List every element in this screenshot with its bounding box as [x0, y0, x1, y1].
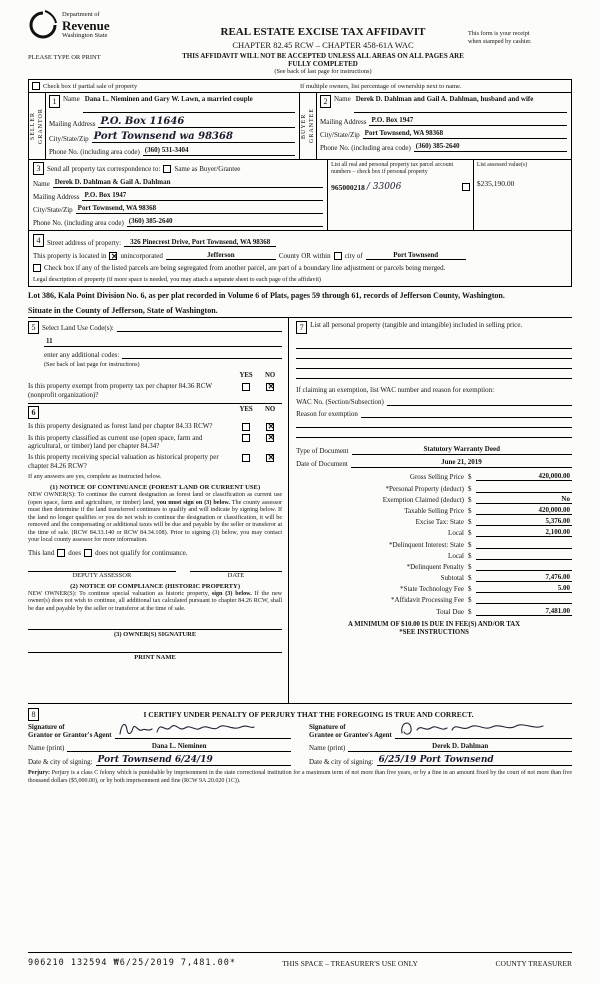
buyer-section — [300, 93, 571, 159]
minimum-due-note: A MINIMUM OF $10.00 IS DUE IN FEE(S) AND/OR TAX — [348, 620, 521, 628]
treasurer-validation-stamp: 906210 132594 ₩6/25/2019 7,481.00* — [28, 958, 236, 968]
left-column — [28, 318, 289, 703]
multiple-owners-note: If multiple owners, list percentage of ownership next to name. — [300, 82, 462, 90]
legal-description-value: Lot 386, Kala Point Division No. 6, as per plat recorded in Volume 6 of Plats, pages 59 through 61, records of Jefferson County, Washington. — [28, 291, 505, 300]
notice1-body: NEW OWNER(S): To continue the current designation as forest land or classification as current use (open space, farm and agriculture, or timber) land, you must sign on (3) below. The county assessor must then determine if the land transferred continues to qualify and will indicate by signing below. If the land no longer qualifies or you do not wish to continue the designation or classification, it will be removed and the compensating or additional taxes will be due and payable by the seller or transferor at the time of sale. (RCW 84.33.140 or RCW 84.34.108). Prior to signing (3) below, you may contact your local county assessor for more information. — [28, 492, 283, 544]
fee-row-personal-property: *Personal Property (deduct) $ — [296, 484, 572, 493]
grantor-date-city-label: Date & city of signing: — [28, 758, 93, 767]
notice2-title: (2) NOTICE OF COMPLIANCE (HISTORIC PROPERTY) — [70, 582, 241, 590]
land-use-code-field[interactable]: 11 — [44, 337, 282, 347]
assessed-values-cell — [474, 160, 571, 230]
buyer-csz-label: City/State/Zip — [320, 131, 360, 139]
grantor-signature-ink — [117, 718, 257, 740]
buyer-mailing-label: Mailing Address — [320, 118, 367, 126]
print-name-block — [28, 652, 282, 661]
grantee-date-city-label: Date & city of signing: — [309, 758, 374, 767]
same-as-buyer-label: Same as Buyer/Grantee — [174, 164, 241, 173]
street-address-field[interactable]: 326 Pinecrest Drive, Port Townsend, WA 98368 — [124, 238, 276, 247]
historic-no-checkbox[interactable] — [266, 454, 274, 462]
seller-mailing-field[interactable]: P.O. Box 11646 — [98, 116, 295, 128]
corr-csz-field[interactable]: Port Townsend, WA 98368 — [76, 204, 323, 214]
land-does-not-checkbox[interactable] — [84, 549, 92, 557]
city-of-label: city of — [344, 252, 363, 260]
state-technology-fee-field[interactable]: 5.00 — [476, 584, 572, 593]
print-name-line[interactable] — [28, 652, 282, 653]
section3 — [29, 159, 571, 230]
fee-row-processing-fee: *Affidavit Processing Fee $ — [296, 595, 572, 604]
buyer-side-label — [300, 93, 317, 159]
grantee-signature-field[interactable] — [395, 723, 572, 739]
exempt-yes-checkbox[interactable] — [242, 383, 250, 391]
form-header — [28, 10, 572, 75]
does-not-label: does not qualify for continuance. — [95, 548, 188, 557]
form-title: REAL ESTATE EXCISE TAX AFFIDAVIT — [220, 26, 426, 38]
certify-statement: I CERTIFY UNDER PENALTY OF PERJURY THAT THE FOREGOING IS TRUE AND CORRECT. — [143, 710, 474, 720]
forest-land-yes-checkbox[interactable] — [242, 423, 250, 431]
fee-row-exemption-claimed: Exemption Claimed (deduct) $ No — [382, 494, 570, 504]
fee-row-taxable: Taxable Selling Price $ 420,000.00 — [404, 505, 570, 515]
exemption-claimed-field[interactable]: No — [476, 495, 572, 504]
current-use-question: Is this property classified as current use (open space, farm and agricultural, or timber) land per chapter 84.34? — [28, 433, 203, 450]
grantee-signature-ink — [397, 718, 547, 740]
reason-extra-line[interactable] — [296, 428, 572, 438]
reason-label: Reason for exemption — [296, 410, 358, 419]
perjury-note — [28, 770, 572, 785]
partial-sale-row — [32, 82, 300, 90]
assessed-value: $235,190.00 — [476, 178, 515, 188]
buyer-phone-label: Phone No. (including area code) — [320, 144, 411, 152]
taxable-selling-price-field[interactable]: 420,000.00 — [476, 506, 572, 515]
section3-number: 3 — [33, 162, 44, 175]
wac-label: WAC No. (Section/Subsection) — [296, 398, 384, 407]
if-yes-note: If any answers are yes, complete as instructed below. — [28, 473, 162, 481]
land-does-checkbox[interactable] — [57, 549, 65, 557]
personal-property-line[interactable] — [296, 339, 572, 349]
personal-property-line[interactable] — [296, 369, 572, 379]
parcel-number-handwritten: / 33006 — [366, 181, 402, 192]
fee-row-excise-local: Local $ 2,100.00 — [448, 528, 570, 538]
fee-row-excise-state: Excise Tax: State $ 5,376.00 — [415, 517, 570, 527]
historic-question-row — [28, 453, 282, 470]
type-of-document-label: Type of Document — [296, 447, 349, 456]
section5-number: 5 — [28, 321, 39, 334]
header-left — [28, 10, 178, 61]
corr-csz-label: City/State/Zip — [33, 206, 73, 214]
delinquent-interest-state-field[interactable] — [476, 540, 572, 549]
section6-number: 6 — [28, 406, 39, 419]
receipt-note — [468, 30, 572, 46]
buyer-number: 2 — [320, 95, 331, 108]
fee-row-subtotal: Subtotal $ 7,476.00 — [440, 573, 570, 583]
perjury-text: Perjury is a class C felony which is punishable by imprisonment in the state correctional institution for a maximum term of not more than five years, or by a fine in an amount fixed by the court of not more than five thousand dollars ($5,000.00), or by both imprisonment and fine (RCW 9A.20.020 (1C)). — [28, 770, 573, 784]
same-as-buyer-checkbox[interactable] — [163, 165, 171, 173]
section6 — [28, 403, 282, 661]
grantor-name-print-field[interactable]: Dana L. Nieminen — [67, 742, 291, 752]
excise-local-field[interactable]: 2,100.00 — [476, 528, 572, 537]
section7 — [289, 318, 572, 703]
parcel-header: List all real and personal property tax parcel account numbers – check box if personal property — [331, 162, 454, 175]
current-use-no-checkbox[interactable] — [266, 434, 274, 442]
forest-land-question-row — [28, 422, 282, 430]
top-row — [29, 80, 571, 92]
personal-property-label: List all personal property (tangible and intangible) included in selling price. — [310, 321, 523, 330]
grantee-name-print-field[interactable]: Derek D. Dahlman — [348, 742, 572, 752]
fee-row-delinquent-interest-local: Local $ — [296, 551, 572, 560]
section7-number: 7 — [296, 321, 307, 334]
fee-table — [296, 472, 572, 615]
personal-property-line[interactable] — [296, 359, 572, 369]
county-or-label: County OR within — [278, 252, 331, 260]
forest-land-no-checkbox[interactable] — [266, 423, 274, 431]
section8-number: 8 — [28, 708, 39, 721]
send-correspondence-label: Send all property tax correspondence to: — [47, 164, 161, 173]
city-checkbox[interactable] — [334, 252, 342, 260]
gross-selling-price-field[interactable]: 420,000.00 — [476, 472, 572, 481]
section5-yes-header: YES — [239, 372, 253, 380]
seller-name-label: Name — [63, 95, 80, 103]
chapter-line: CHAPTER 82.45 RCW – CHAPTER 458-61A WAC — [232, 40, 414, 50]
warning-line: THIS AFFIDAVIT WILL NOT BE ACCEPTED UNLESS ALL AREAS ON ALL PAGES ARE FULLY COMPLETED — [182, 52, 464, 68]
fee-row-total-due: Total Due $ 7,481.00 — [436, 606, 570, 616]
land-use-label: Select Land Use Code(s): — [42, 323, 114, 332]
county-field[interactable]: Jefferson — [166, 251, 276, 260]
current-use-question-row — [28, 434, 282, 451]
situate-line: Situate in the County of Jefferson, State of Washington. — [28, 306, 572, 318]
historic-yes-checkbox[interactable] — [242, 454, 250, 462]
reason-field[interactable] — [361, 409, 572, 418]
corr-phone-field[interactable]: (360) 385-2640 — [127, 217, 323, 227]
segregated-checkbox[interactable] — [33, 264, 41, 272]
owners-signature-line[interactable] — [28, 629, 282, 630]
owners-signature-block — [28, 629, 282, 638]
receipt-note-line1: This form is your receipt — [468, 30, 530, 37]
parties-row — [29, 92, 571, 159]
seller-csz-field[interactable]: Port Townsend wa 98368 — [92, 131, 295, 143]
dept-line3: Washington State — [62, 31, 108, 39]
treasurer-footer — [28, 952, 572, 968]
delinquent-interest-local-field[interactable] — [476, 551, 572, 560]
deputy-date-cell — [190, 571, 282, 579]
section3-parcels — [327, 160, 571, 230]
notice2-body: NEW OWNER(S): To continue special valuation as historic property, sign (3) below. If the new owner(s) does not wish to continue, all additional tax calculated pursuant to chapter 84.26 RCW, shall be due and payable by the seller or transferor at the time of sale. — [28, 590, 283, 612]
grantee-date-city-field[interactable]: 6/25/19 Port Townsend — [377, 755, 572, 766]
grantor-name-print-label: Name (print) — [28, 744, 65, 753]
seller-mailing-label: Mailing Address — [49, 120, 96, 128]
seller-side-label — [29, 93, 46, 159]
exempt-question: Is this property exempt from property tax per chapter 84.36 RCW (nonprofit organization)? — [28, 382, 212, 399]
dept-line2: Revenue — [62, 18, 110, 34]
see-instructions-note: *SEE INSTRUCTIONS — [399, 628, 469, 636]
grantor-date-city-field[interactable]: Port Townsend 6/24/19 — [96, 755, 291, 766]
seller-csz-label: City/State/Zip — [49, 135, 89, 143]
date-of-document-label: Date of Document — [296, 460, 348, 469]
perjury-lead: Perjury: — [28, 770, 50, 777]
unincorporated-label: unincorporated — [120, 252, 163, 260]
buyer-name-label: Name — [334, 95, 351, 103]
type-of-document-field[interactable]: Statutory Warranty Deed — [352, 445, 572, 455]
owners-signature-label: (3) OWNER(S) SIGNATURE — [113, 631, 197, 639]
treasurer-space-label: THIS SPACE – TREASURER'S USE ONLY — [282, 958, 418, 968]
grantor-sig-label: Signature of Grantor or Grantor's Agent — [28, 723, 112, 740]
deputy-assessor-cell — [28, 571, 176, 579]
affidavit-processing-fee-field[interactable] — [476, 595, 572, 604]
grantor-signature-field[interactable] — [115, 723, 291, 739]
section6-yes-header: YES — [239, 406, 253, 414]
buyer-side-label-top: BUYER — [301, 113, 307, 139]
additional-codes-label: enter any additional codes: — [44, 351, 120, 360]
please-type-note: PLEASE TYPE OR PRINT — [28, 54, 101, 61]
buyer-csz-field[interactable]: Port Townsend, WA 98368 — [363, 129, 567, 139]
parcel-list-cell — [328, 160, 474, 230]
section4 — [29, 230, 571, 286]
dept-line1: Department of — [62, 11, 100, 19]
deputy-assessor-row — [28, 571, 282, 579]
exempt-question-row — [28, 382, 282, 399]
personal-property-line[interactable] — [296, 349, 572, 359]
seller-number: 1 — [49, 95, 60, 108]
parcel-number-typed[interactable]: 965000218 — [331, 182, 365, 192]
excise-state-field[interactable]: 5,376.00 — [476, 517, 572, 526]
corr-mailing-label: Mailing Address — [33, 193, 80, 201]
forest-land-question: Is this property designated as forest land per chapter 84.33 RCW? — [28, 422, 213, 431]
exemption-header: If claiming an exemption, list WAC number and reason for exemption: — [296, 386, 495, 395]
exempt-no-checkbox[interactable] — [266, 383, 274, 391]
middle-columns — [28, 318, 572, 704]
seller-side-label-bottom: GRANTOR — [38, 108, 44, 144]
dept-of-revenue-wordmark — [62, 12, 110, 39]
corr-mailing-field[interactable]: P.O. Box 1947 — [82, 191, 323, 201]
city-field[interactable]: Port Townsend — [366, 251, 466, 260]
section6-no-header: NO — [265, 406, 276, 414]
current-use-yes-checkbox[interactable] — [242, 434, 250, 442]
assessed-header: List assessed value(s) — [476, 162, 528, 168]
personal-property-deduct-field[interactable] — [476, 484, 572, 493]
header-center — [178, 10, 468, 75]
buyer-side-label-bottom: GRANTEE — [309, 108, 315, 144]
wac-field[interactable] — [387, 397, 572, 406]
deputy-date-label: DATE — [227, 571, 245, 579]
fee-row-technology-fee: *State Technology Fee $ 5.00 — [400, 584, 570, 594]
section5 — [28, 321, 282, 399]
does-label: does — [68, 548, 82, 557]
grantee-name-print-label: Name (print) — [309, 744, 346, 753]
subtotal-field[interactable]: 7,476.00 — [476, 573, 572, 582]
seller-side-label-top: SELLER — [30, 112, 36, 140]
street-address-label: Street address of property: — [47, 239, 122, 247]
print-name-label: PRINT NAME — [134, 654, 176, 662]
buyer-name-field[interactable]: Derek D. Dahlman and Gail A. Dahlman, husband and wife — [354, 95, 567, 113]
deputy-assessor-label: DEPUTY ASSESSOR — [72, 571, 132, 579]
dor-logo-icon — [28, 10, 58, 42]
see-back-note: (See back of last page for instructions) — [274, 68, 372, 75]
section3-correspondence — [29, 160, 327, 230]
land-use-blank[interactable] — [117, 323, 282, 332]
segregated-label: Check box if any of the listed parcels are being segregated from another parcel, are part of a boundary line adjustment or parcels being merged. — [44, 264, 446, 272]
partial-sale-label: Check box if partial sale of property — [43, 82, 138, 90]
this-land-label: This land — [28, 548, 55, 557]
grantee-signature-col — [309, 723, 572, 766]
county-treasurer-label: COUNTY TREASURER — [495, 958, 572, 968]
buyer-mailing-field[interactable]: P.O. Box 1947 — [369, 116, 567, 126]
unincorporated-checkbox[interactable] — [109, 252, 117, 260]
seller-name-field[interactable]: Dana L. Nieminen and Gary W. Lawn, a married couple — [83, 95, 295, 113]
receipt-note-line2: when stamped by cashier. — [468, 38, 532, 46]
reason-extra-line[interactable] — [296, 418, 572, 428]
seller-phone-field[interactable]: (360) 531-3404 — [143, 146, 295, 156]
fee-row-delinquent-interest-state: *Delinquent Interest: State $ — [296, 540, 572, 549]
fee-row-gross: Gross Selling Price $ 420,000.00 — [409, 472, 570, 482]
section5-no-header: NO — [265, 372, 276, 380]
corr-name-label: Name — [33, 180, 50, 188]
seller-phone-label: Phone No. (including area code) — [49, 148, 140, 156]
section4-number: 4 — [33, 234, 44, 247]
delinquent-penalty-field[interactable] — [476, 562, 572, 571]
partial-sale-checkbox[interactable] — [32, 82, 40, 90]
parcel-personal-checkbox[interactable] — [462, 183, 470, 191]
section5-see-back: (See back of last page for instructions) — [44, 361, 140, 369]
grantee-sig-label: Signature of Grantee or Grantee's Agent — [309, 723, 392, 740]
legal-description-note: Legal description of property (if more space is needed, you may attach a separate sheet to each page of the affidavit) — [33, 276, 321, 283]
section8 — [28, 708, 572, 766]
additional-codes-field[interactable] — [122, 350, 282, 359]
total-due-field[interactable]: 7,481.00 — [476, 607, 572, 616]
corr-name-field[interactable]: Derek D. Dahlman & Gail A. Dahlman — [53, 178, 323, 188]
buyer-phone-field[interactable]: (360) 385-2640 — [414, 142, 567, 152]
fee-row-delinquent-penalty: *Delinquent Penalty $ — [296, 562, 572, 571]
located-in-label: This property is located in — [33, 252, 107, 260]
main-form-box — [28, 79, 572, 287]
historic-question: Is this property receiving special valuation as historical property per chapter 84.26 RCW? — [28, 453, 219, 470]
date-of-document-field[interactable]: June 21, 2019 — [351, 458, 572, 468]
notice1-title: (1) NOTICE OF CONTINUANCE (FOREST LAND OR CURRENT USE) — [49, 484, 261, 492]
grantor-signature-col — [28, 723, 291, 766]
continuance-row — [28, 549, 282, 557]
corr-phone-label: Phone No. (including area code) — [33, 219, 124, 227]
seller-section — [29, 93, 300, 159]
parcel-row — [331, 182, 470, 193]
